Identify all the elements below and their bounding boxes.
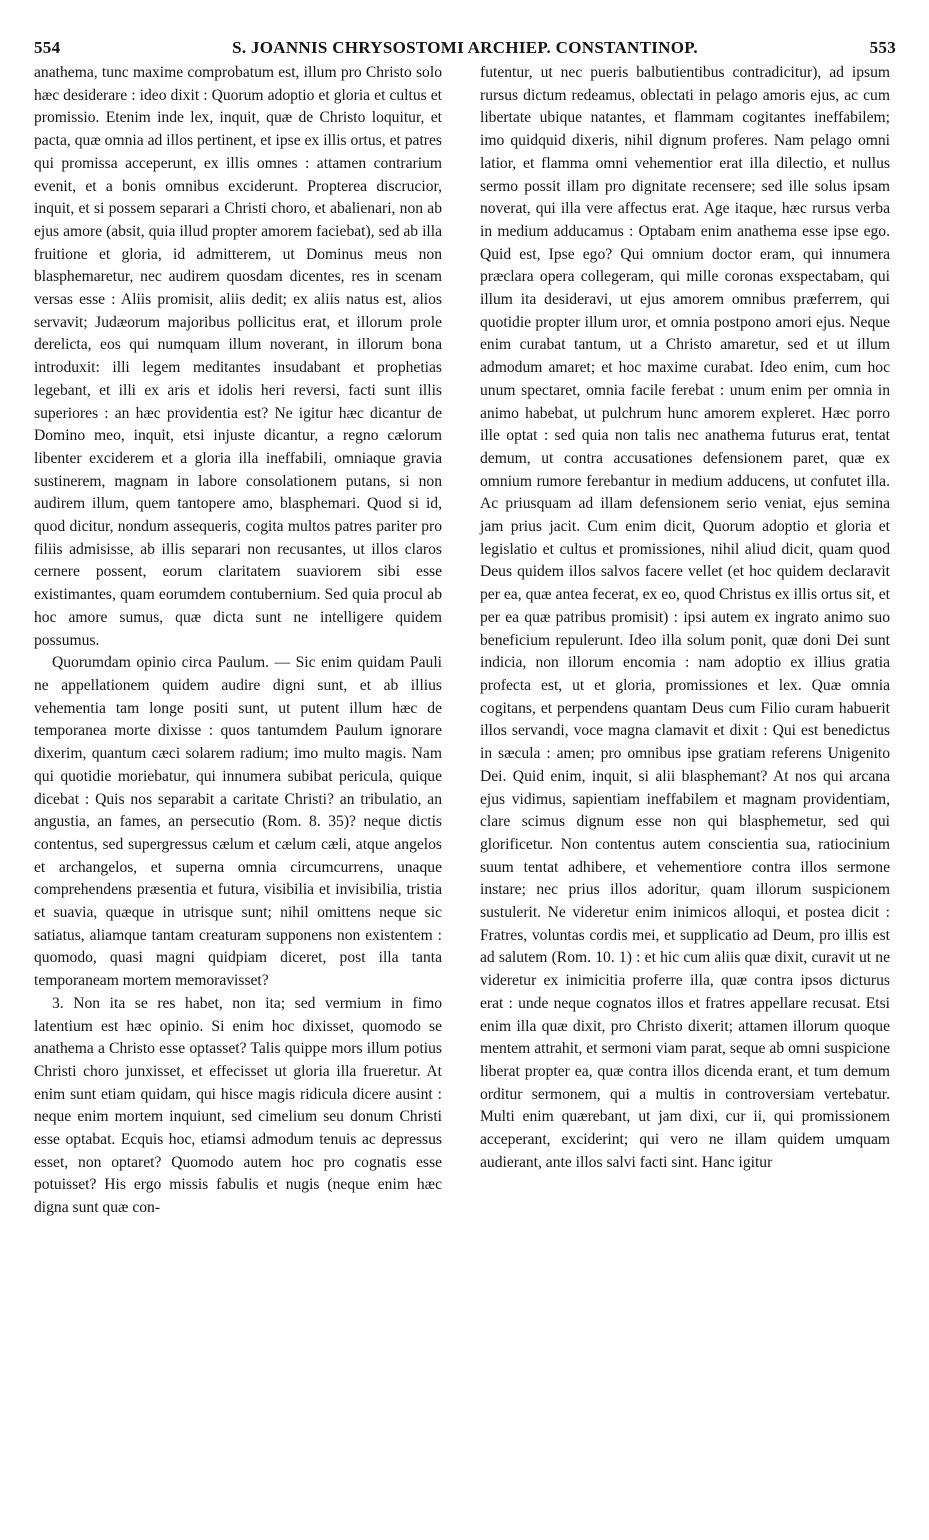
right-column [480,62,890,1174]
left-column [34,62,442,1220]
paragraph: futentur, ut nec pueris balbutientibus contradicitur), ad ipsum rursus dictum redeamus, oblectati in pelago amoris ejus, ac cum libertate ubique natantes, et flammam cogitantes ineffabilem; imo quidquid dixeris, nihil dignum proferes. Nam pelago omni latior, et flamma omni vehementior erat illa dilectio, et nullus sermo possit illam pro dignitate recensere; sed ille solus ipsam noverat, qui illa vere affectus erat. Age itaque, hæc rursus verba in medium adducamus : Optabam enim anathema esse ipse ego. Quid est, Ipse ego? Qui omnium doctor eram, qui innumera præclara opera collegeram, qui mille coronas exspectabam, qui illum ita desideravi, ut ejus amorem omnibus præferrem, qui quotidie propter illum uror, et omnia postpono amori ejus. Neque enim curabat tantum, ut a Christo amaretur, sed et ut illum admodum amaret; et hoc maxime curabat. Ideo enim, cum hoc unum spectaret, omnia facile ferebat : unum enim per omnia in animo habebat, ut pulchrum hunc amorem expleret. Hæc porro ille optat : sed quia non talis nec anathema futurus erat, tentat demum, ut contra accusationes defensionem paret, quæ ex omnium rumore ferebantur in medium adducens, ut confutet illa. Ac priusquam ad illam defensionem serio veniat, ejus semina jam prius jacit. Cum enim dicit, Quorum adoptio et gloria et legislatio et cultus et promissiones, nihil aliud dicit, quam quod Deus quidem illos salvos facere vellet (et hoc quidem declaravit per ea, quæ antea fecerat, ex eo, quod Christus ex illis ortus sit, et per ea quæ patribus promisit) : ipsi autem ex ingrato animo suo beneficium repulerunt. Ideo illa solum ponit, quæ doni Dei sunt indicia, non illorum encomia : nam adoptio ex illius gratia profecta est, ut et gloria, promissiones et lex. Quæ omnia cogitans, et perpendens quantam Deus cum Filio curam habuerit illos servandi, voce magna clamavit et dixit : Qui est benedictus in sæcula : amen; pro omnibus ipse gratiam referens Unigenito Dei. Quid enim, inquit, si alii blasphemant? At nos qui arcana ejus vidimus, sapientiam ineffabilem et magnam providentiam, clare scimus dignum esse non qui blasphemetur, sed qui glorificetur. Non contentus autem conscientia sua, ratiocinium suum tentat adhibere, et vehementiore contra illos sermone instare; nec prius illos adoritur, quam illorum suspicionem sustulerit. Ne videretur enim inimicos alloqui, et postea dicit : Fratres, voluntas cordis mei, et supplicatio ad Deum, pro illis est ad salutem (Rom. 10. 1) : et hic cum aliis quæ dixit, curavit ut ne videretur ex inimicitia proferre illa, quæ contra ipsos dicturus erat : unde neque cognatos illos et fratres appellare recusat. Etsi enim illa quæ dixit, pro Christo dixerit; attamen illorum quoque mentem attrahit, et sermoni viam parat, seque ab omni suspicione liberat propter ea, quæ contra illos dicenda erant, et tum demum orditur sermonem, qui a multis in controversiam vertebatur. Multi enim quærebant, ut jam dixi, cur ii, qui promissionem acceperant, exciderint; qui vero ne illam quidem umquam audierant, ante illos salvi facti sint. Hanc igitur [480,64,890,1171]
paragraph: 3. Non ita se res habet, non ita; sed vermium in fimo latentium est hæc opinio. Si enim hoc dixisset, quomodo se anathema a Christo esse optasset? Talis quippe mors illum potius Christi choro junxisset, et effecisset ut gloria illa frueretur. At enim sunt etiam quidam, qui hisce magis ridicula dicere ausint : neque enim mortem inquiunt, sed cimelium seu donum Christi esse optabat. Ecquis hoc, etiamsi admodum tenuis ac depressus esset, non optaret? Quomodo autem hoc pro cognatis esse potuisset? His ergo missis fabulis et nugis (neque enim hæc digna sunt quæ con- [34,994,442,1217]
running-header [34,38,896,60]
page-number-right: 553 [869,38,896,57]
running-title: S. JOANNIS CHRYSOSTOMI ARCHIEP. CONSTANTINOP. [232,38,698,57]
page-number-left: 554 [34,38,61,57]
paragraph: anathema, tunc maxime comprobatum est, illum pro Christo solo hæc desiderare : ideo dixit : Quorum adoptio et gloria et cultus et promissio. Etenim inde lex, inquit, quæ de Christo loquitur, et pacta, quæ omnia ad illos pertinent, et ipse ex illis ortus, et patres qui promissa acceperunt, ex illis omnes : attamen contrarium evenit, et a bonis omnibus exciderunt. Propterea discrucior, inquit, et si possem separari a Christi choro, et abalienari, non ab ejus amore (absit, quia illud propter amorem faciebat), sed ab illa fruitione et gloria, id admitterem, ut Dominus meus non blasphemaretur, nec audirem quosdam dicentes, res in scenam versas esse : Aliis promisit, aliis dedit; ex aliis natus est, alios servavit; Judæorum majoribus pollicitus erat, et illorum prole derelicta, eos qui numquam illum noverant, in illorum bona introduxit: illi legem meditantes insudabant et prophetias legebant, et illi ex aris et idolis heri reversi, facti sunt illis superiores : an hæc providentia est? Ne igitur hæc dicantur de Domino meo, inquit, etsi injuste dicantur, a regno cælorum libenter exciderem et a gloria illa ineffabili, omniaque gravia sustinerem, magnam in labore consolationem putans, si non audirem illum, quem tantopere amo, blasphemari. Quod si id, quod dicitur, nondum assequeris, cogita multos patres pariter pro filiis admisisse, ab illis separari non recusantes, ut illos claros cernere possent, eorum claritatem suaviorem sibi esse existimantes, quam eorumdem contubernium. Sed quia procul ab hoc amore sumus, quæ dicta sunt ne intelligere quidem possumus. [34,64,442,649]
paragraph: Quorumdam opinio circa Paulum. — Sic enim quidam Pauli ne appellationem quidem audire digni sunt, et ab illius vehementia tam longe positi sunt, ut putent illum hæc de temporanea morte dixisse : quos tantumdem Paulum ignorare dixerim, quantum cæci solarem radium; imo multo magis. Nam qui quotidie moriebatur, qui innumera subibat pericula, quique dicebat : Quis nos separabit a caritate Christi? an tribulatio, an angustia, an fames, an persecutio (Rom. 8. 35)? neque dictis contentus, sed supergressus cælum et cælum cæli, atque angelos et archangelos, et superna omnia circumcurrens, unaque comprehendens præsentia et futura, visibilia et invisibilia, tristia et suavia, quæque in utrisque sunt; nihil omittens neque sic satiatus, aliamque tantam creaturam supponens non existentem : quomodo, quasi magni quidpiam diceret, post illa tanta temporaneam mortem memoravisset? [34,654,442,990]
